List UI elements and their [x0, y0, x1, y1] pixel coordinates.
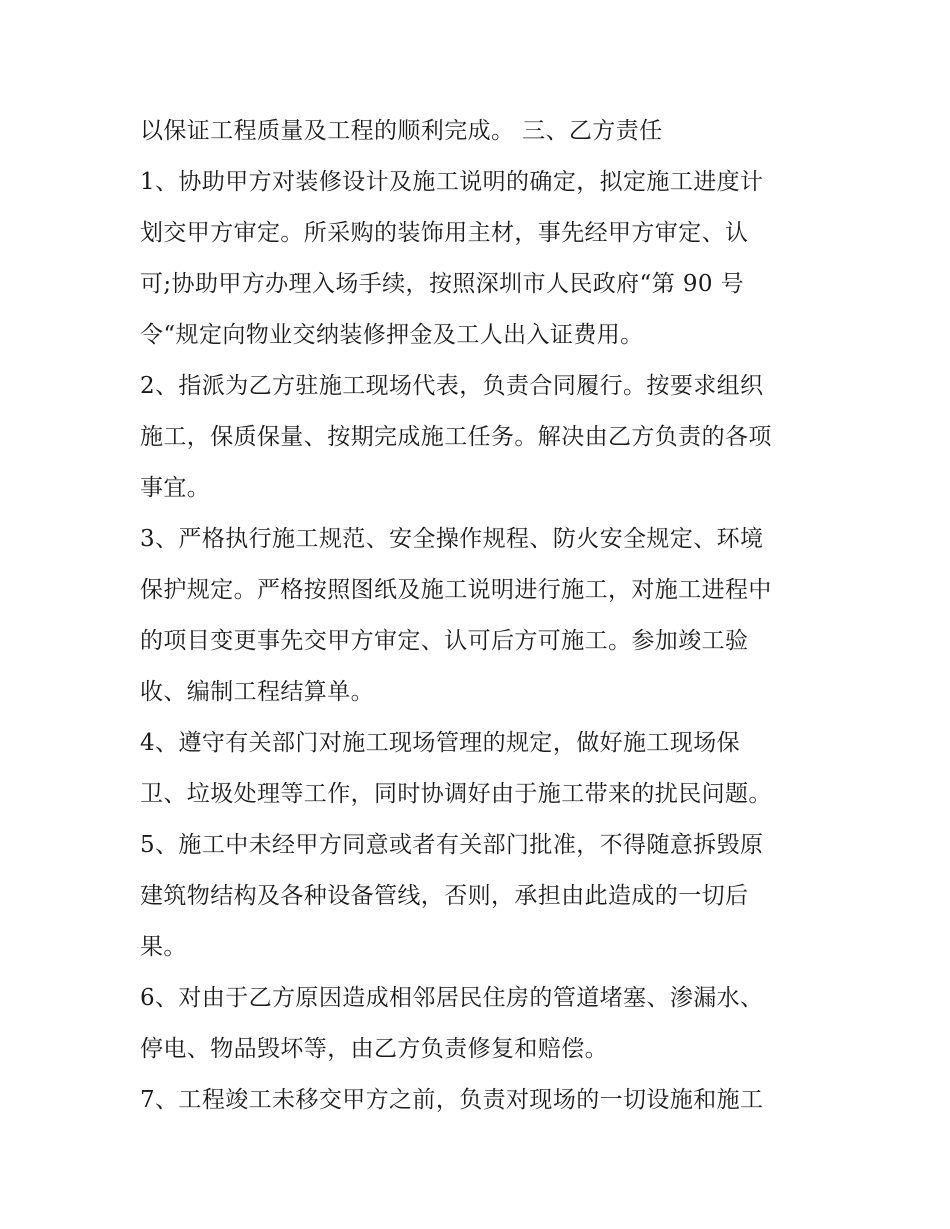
text-line: 停电、物品毁坏等，由乙方负责修复和赔偿。	[140, 1036, 608, 1062]
text-line: 划交甲方审定。所采购的装饰用主材，事先经甲方审定、认	[140, 220, 749, 246]
text-line: 收、编制工程结算单。	[140, 679, 374, 705]
text-line: 7、工程竣工未移交甲方之前，负责对现场的一切设施和施工	[140, 1087, 764, 1113]
document-page	[140, 106, 820, 1126]
text-line: 果。	[140, 934, 187, 960]
text-line: 的项目变更事先交甲方审定、认可后方可施工。参加竣工验	[140, 628, 749, 654]
text-line: 可;协助甲方办理入场手续，按照深圳市人民政府“第 90 号	[140, 271, 744, 297]
text-line: 6、对由于乙方原因造成相邻居民住房的管道堵塞、渗漏水、	[140, 985, 764, 1011]
text-line: 令“规定向物业交纳装修押金及工人出入证费用。	[140, 322, 644, 348]
text-line: 5、施工中未经甲方同意或者有关部门批准，不得随意拆毁原	[140, 832, 764, 858]
text-line: 事宜。	[140, 475, 211, 501]
text-line: 2、指派为乙方驻施工现场代表，负责合同履行。按要求组织	[140, 373, 764, 399]
text-line: 施工，保质保量、按期完成施工任务。解决由乙方负责的各项	[140, 424, 772, 450]
text-line: 卫、垃圾处理等工作，同时协调好由于施工带来的扰民问题。	[140, 781, 772, 807]
text-line: 1、协助甲方对装修设计及施工说明的确定，拟定施工进度计	[140, 169, 764, 195]
text-line: 保护规定。严格按照图纸及施工说明进行施工，对施工进程中	[140, 577, 772, 603]
text-line: 3、严格执行施工规范、安全操作规程、防火安全规定、环境	[140, 526, 764, 552]
text-line: 以保证工程质量及工程的顺利完成。 三、乙方责任	[140, 118, 663, 144]
text-line: 4、遵守有关部门对施工现场管理的规定，做好施工现场保	[140, 730, 741, 756]
text-line: 建筑物结构及各种设备管线，否则，承担由此造成的一切后	[140, 883, 749, 909]
